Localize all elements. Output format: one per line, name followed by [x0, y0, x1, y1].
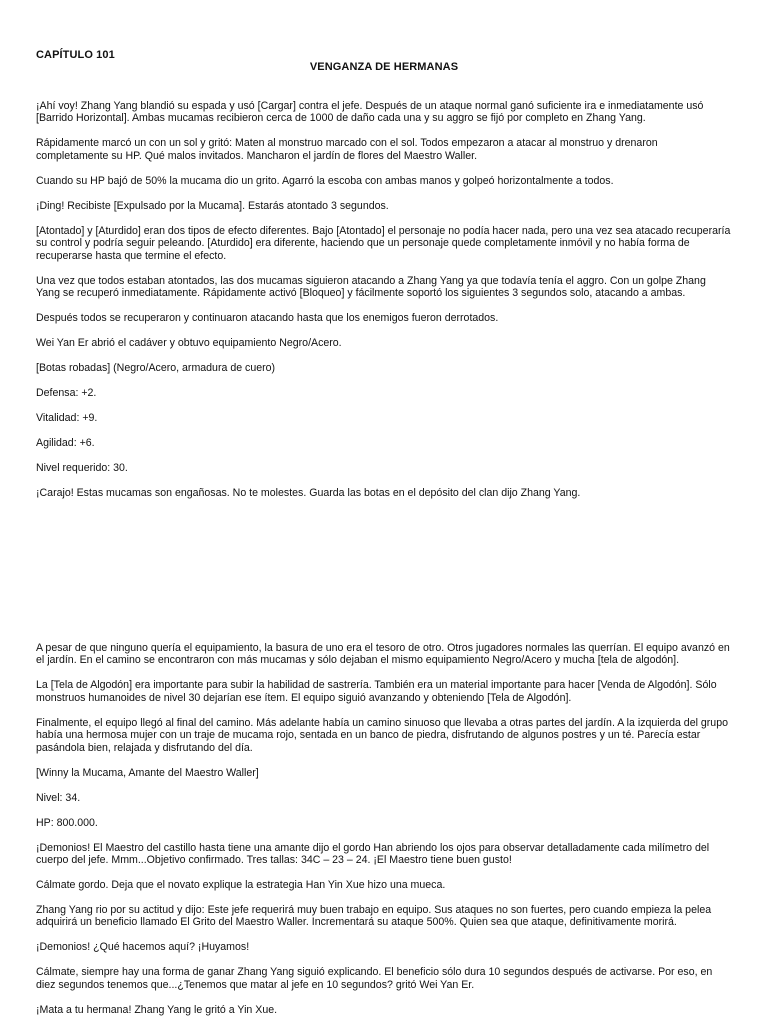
paragraph: ¡Carajo! Estas mucamas son engañosas. No te molestes. Guarda las botas en el depósito del clan dijo Zhang Yang. [36, 487, 581, 500]
paragraph: La [Tela de Algodón] era importante para subir la habilidad de sastrería. También era un material importante para hacer [Venda de Algodón]. Sólo monstruos humanoides de nivel 30 dejarían ese ítem. El equipo siguió avanzando y obteniendo [Tela de Algodón]. [36, 679, 717, 704]
paragraph: Cálmate gordo. Deja que el novato explique la estrategia Han Yin Xue hizo una mueca. [36, 879, 446, 892]
item-stat: Agilidad: +6. [36, 437, 95, 450]
paragraph: Una vez que todos estaban atontados, las dos mucamas siguieron atacando a Zhang Yang ya que todavía tenía el aggro. Con un golpe Zhang Yang se recuperó inmediatamente. Rápidamente activó [Bloqueo] y fácilmente soportó los siguientes 3 segundos solo, atacando a ambas. [36, 274, 706, 300]
paragraph: Después todos se recuperaron y continuaron atacando hasta que los enemigos fueron derrotados. [36, 312, 499, 325]
paragraph: Zhang Yang rio por su actitud y dijo: Este jefe requerirá muy buen trabajo en equipo. Sus ataques no son fuertes, pero cuando empieza la pelea adquirirá un beneficio llamado El Grito del Maestro Waller. Incrementará su ataque 500%. Quien sea que ataque, definitivamente morirá. [36, 904, 712, 929]
paragraph: ¡Mata a tu hermana! Zhang Yang le gritó a Yin Xue. [36, 1003, 278, 1016]
paragraph: Cálmate, siempre hay una forma de ganar Zhang Yang siguió explicando. El beneficio sólo dura 10 segundos después de activarse. Por eso, en diez segundos tenemos que...¿Tenemos que matar al jefe en 10 segundos? gritó Wei Yan Er. [36, 966, 713, 991]
paragraph: Wei Yan Er abrió el cadáver y obtuvo equipamiento Negro/Acero. [36, 337, 342, 350]
paragraph: Cuando su HP bajó de 50% la mucama dio un grito. Agarró la escoba con ambas manos y golpeó horizontalmente a todos. [36, 174, 614, 187]
paragraph: ¡Demonios! El Maestro del castillo hasta tiene una amante dijo el gordo Han abriendo los ojos para observar detalladamente cada milímetro del cuerpo del jefe. Mmm...Objetivo confirmado. Tres tallas: 34C – 23 – 24. ¡El Maestro tiene buen gusto! [36, 841, 710, 867]
paragraph: A pesar de que ninguno quería el equipamiento, la basura de uno era el tesoro de otro. Otros jugadores normales las querrían. El equipo avanzó en el jardín. En el camino se encontraron con más mucamas y sólo dejaban el mismo equipamiento Negro/Acero y mucha [tela de algodón]. [36, 642, 730, 667]
boss-name: [Winny la Mucama, Amante del Maestro Waller] [36, 766, 259, 779]
paragraph: Finalmente, el equipo llegó al final del camino. Más adelante había un camino sinuoso que llevaba a otras partes del jardín. A la izquierda del grupo había una hermosa mujer con un traje de mucama rojo, sentada en un banco de piedra, disfrutando de algunos postres y un té. Parecía estar pasándola bien, relajada y disfrutando del día. [36, 716, 728, 754]
chapter-title: VENGANZA DE HERMANAS [309, 61, 459, 73]
boss-stat: HP: 800.000. [36, 816, 98, 829]
item-stat: Vitalidad: +9. [36, 412, 98, 425]
boss-stat: Nivel: 34. [36, 791, 81, 804]
item-stat: Defensa: +2. [36, 387, 97, 400]
chapter-number: CAPÍTULO 101 [36, 49, 115, 61]
text-block-top [36, 100, 732, 512]
item-stat: Nivel requerido: 30. [36, 462, 128, 475]
text-block-bottom [36, 642, 732, 1029]
paragraph: Rápidamente marcó un con un sol y gritó: Maten al monstruo marcado con el sol. Todos empezaron a atacar al monstruo y drenaron completamente su HP. Qué malos invitados. Mancharon el jardín de flores del Maestro Waller. [36, 137, 658, 162]
paragraph: ¡Ding! Recibiste [Expulsado por la Mucama]. Estarás atontado 3 segundos. [36, 199, 389, 212]
item-name: [Botas robadas] (Negro/Acero, armadura de cuero) [36, 362, 276, 375]
paragraph: ¡Demonios! ¿Qué hacemos aquí? ¡Huyamos! [36, 941, 250, 954]
paragraph: [Atontado] y [Aturdido] eran dos tipos de efecto diferentes. Bajo [Atontado] el personaje no podía hacer nada, pero una vez sea atacado recuperaría su control y podría seguir peleando. [Aturdido] era diferente, haciendo que un personaje quede completamente inmóvil y no había forma de recuperarse hasta que termine el efecto. [36, 224, 731, 262]
paragraph: ¡Ahí voy! Zhang Yang blandió su espada y usó [Cargar] contra el jefe. Después de un ataque normal ganó suficiente ira e inmediatamente usó [Barrido Horizontal]. Ambas mucamas recibieron cerca de 1000 de daño cada una y su aggro se fijó por completo en Zhang Yang. [36, 100, 704, 125]
